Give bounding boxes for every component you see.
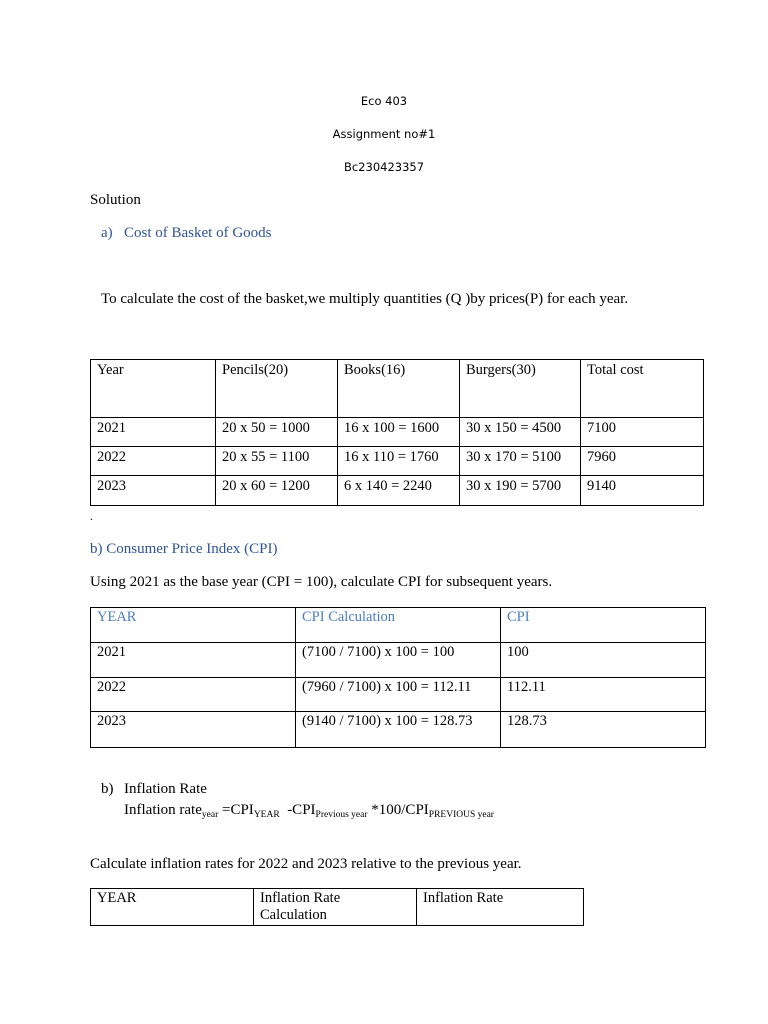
table-cell: (9140 / 7100) x 100 = 128.73 — [296, 712, 501, 748]
cost-header-pencils: Pencils(20) — [216, 360, 338, 418]
cost-header-books: Books(16) — [338, 360, 460, 418]
table-row — [91, 643, 706, 678]
formula-subscript: YEAR — [253, 810, 280, 820]
cost-header-total: Total cost — [581, 360, 704, 418]
inflation-table — [90, 888, 584, 926]
course-title: Eco 403 — [360, 94, 408, 108]
student-id: Bc230423357 — [343, 160, 425, 174]
table-cell: 20 x 60 = 1200 — [216, 476, 338, 506]
stray-dot: . — [90, 509, 93, 523]
formula-subscript: year — [201, 810, 219, 820]
formula-part: Inflation rate — [124, 802, 202, 818]
table-cell: 100 — [501, 643, 706, 678]
inflation-table-header-row — [91, 889, 584, 926]
formula-subscript: Previous year — [315, 810, 368, 820]
table-cell: 20 x 50 = 1000 — [216, 418, 338, 447]
table-cell: 20 x 55 = 1100 — [216, 447, 338, 476]
table-cell: 2023 — [91, 712, 296, 748]
cpi-table-header-row — [91, 608, 706, 643]
table-cell: 2021 — [91, 643, 296, 678]
table-cell: (7100 / 7100) x 100 = 100 — [296, 643, 501, 678]
formula-subscript: PREVIOUS year — [428, 810, 494, 820]
table-cell: 2022 — [91, 678, 296, 712]
table-row — [91, 447, 704, 476]
inflation-header-year: YEAR — [91, 889, 254, 926]
table-row — [91, 418, 704, 447]
table-cell: 16 x 100 = 1600 — [338, 418, 460, 447]
section-b-intro: Using 2021 as the base year (CPI = 100), calculate CPI for subsequent years. — [90, 574, 553, 590]
section-a-title: Cost of Basket of Goods — [124, 225, 272, 241]
cost-table-header-row — [91, 360, 704, 418]
table-cell: 2022 — [91, 447, 216, 476]
inflation-header-calculation: Inflation Rate Calculation — [254, 889, 417, 926]
section-a-marker: a) — [101, 225, 113, 241]
section-c-marker: b) — [101, 781, 114, 797]
table-cell: 30 x 170 = 5100 — [460, 447, 581, 476]
table-cell: 30 x 150 = 4500 — [460, 418, 581, 447]
table-cell: 112.11 — [501, 678, 706, 712]
cpi-header-cpi: CPI — [501, 608, 706, 643]
cpi-table — [90, 607, 706, 748]
formula-part: -CPI — [279, 802, 316, 818]
section-c-title: Inflation Rate — [124, 781, 207, 797]
table-cell: 16 x 110 = 1760 — [338, 447, 460, 476]
section-b-title: b) Consumer Price Index (CPI) — [90, 541, 278, 557]
table-cell: (7960 / 7100) x 100 = 112.11 — [296, 678, 501, 712]
section-c-intro: Calculate inflation rates for 2022 and 2023 relative to the previous year. — [90, 856, 522, 872]
table-row — [91, 712, 706, 748]
solution-label: Solution — [90, 192, 141, 208]
cost-header-burgers: Burgers(30) — [460, 360, 581, 418]
cpi-header-calculation: CPI Calculation — [296, 608, 501, 643]
section-a-intro: To calculate the cost of the basket,we multiply quantities (Q )by prices(P) for each year. — [101, 291, 629, 307]
table-cell: 9140 — [581, 476, 704, 506]
table-row — [91, 678, 706, 712]
cost-table — [90, 359, 704, 506]
table-cell: 2023 — [91, 476, 216, 506]
assignment-title: Assignment no#1 — [332, 127, 436, 141]
formula-part: *100/CPI — [367, 802, 429, 818]
table-cell: 7960 — [581, 447, 704, 476]
table-cell: 2021 — [91, 418, 216, 447]
table-cell: 6 x 140 = 2240 — [338, 476, 460, 506]
inflation-header-rate: Inflation Rate — [417, 889, 584, 926]
cpi-header-year: YEAR — [91, 608, 296, 643]
formula-part: =CPI — [218, 802, 254, 818]
table-cell: 128.73 — [501, 712, 706, 748]
table-cell: 7100 — [581, 418, 704, 447]
cost-header-year: Year — [91, 360, 216, 418]
table-cell: 30 x 190 = 5700 — [460, 476, 581, 506]
table-row — [91, 476, 704, 506]
inflation-formula — [124, 802, 494, 819]
